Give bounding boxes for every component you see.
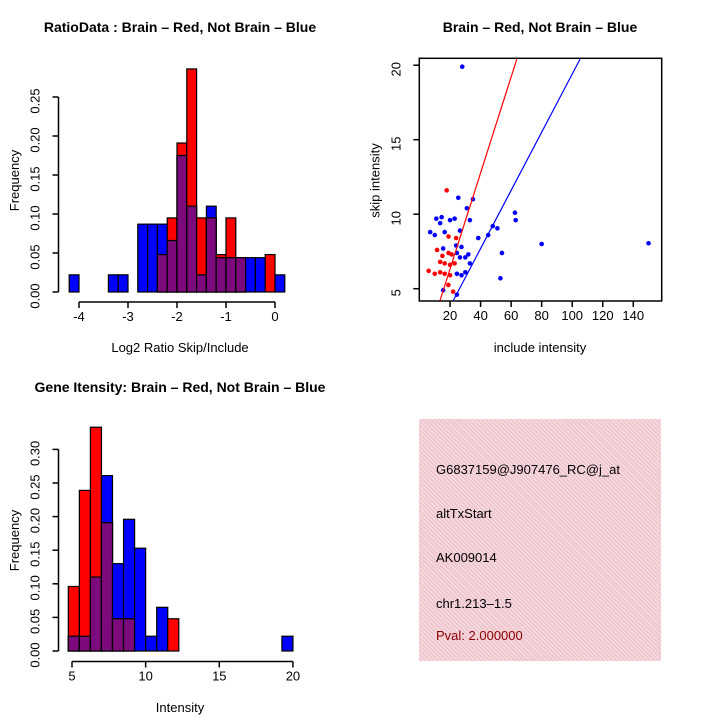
svg-text:0.25: 0.25 [27, 88, 43, 114]
intensity-scatter-plot [360, 0, 720, 360]
svg-text:-2: -2 [171, 309, 183, 324]
scatter-title: Brain – Red, Not Brain – Blue [442, 19, 638, 35]
panel-ratio-histogram [0, 0, 360, 360]
svg-text:0.00: 0.00 [27, 283, 43, 309]
scatter-ylabel [361, 0, 389, 360]
panel-intensity-scatter [360, 0, 720, 360]
scatter-ylabel-text: skip intensity [367, 142, 383, 218]
gene-info-event-type: altTxStart [436, 506, 492, 521]
svg-text:20: 20 [442, 308, 458, 323]
svg-text:100: 100 [561, 308, 584, 323]
svg-text:0.15: 0.15 [27, 541, 43, 567]
panel-gene-intensity-histogram [0, 360, 360, 720]
svg-text:15: 15 [212, 668, 227, 684]
gene-histogram-ylabel [1, 360, 29, 720]
ratio-histogram-xlabel: Log2 Ratio Skip/Include [111, 340, 249, 355]
gene-info-pvalue: Pval: 2.000000 [436, 628, 523, 643]
gene-info-probe-id: G6837159@J907476_RC@j_at [436, 462, 620, 477]
svg-text:-4: -4 [73, 309, 85, 324]
ratio-histogram-ylabel-text: Frequency [7, 149, 23, 211]
ratio-histogram-title: RatioData : Brain – Red, Not Brain – Blue [43, 19, 317, 35]
svg-text:0.10: 0.10 [27, 205, 43, 231]
svg-text:0.05: 0.05 [27, 608, 43, 635]
panel-gene-info [360, 360, 720, 720]
svg-text:80: 80 [534, 308, 549, 323]
gene-histogram-title: Gene Itensity: Brain – Red, Not Brain – Blue [34, 379, 326, 395]
scatter-xlabel: include intensity [493, 340, 587, 355]
svg-text:0: 0 [271, 309, 279, 324]
svg-text:10: 10 [388, 210, 404, 226]
gene-histogram-xlabel: Intensity [155, 700, 205, 715]
gene-info-background [419, 419, 661, 661]
gene-info-locus: chr1.213–1.5 [436, 596, 512, 611]
svg-text:0.10: 0.10 [27, 575, 43, 601]
svg-text:120: 120 [591, 308, 614, 323]
svg-text:0.20: 0.20 [27, 127, 43, 153]
svg-text:20: 20 [388, 61, 404, 77]
svg-text:0.20: 0.20 [27, 507, 43, 534]
svg-text:10: 10 [138, 668, 153, 684]
svg-text:0.25: 0.25 [27, 474, 43, 500]
gene-info-accession: AK009014 [436, 550, 497, 565]
ratio-histogram-ylabel [1, 0, 29, 360]
svg-text:60: 60 [503, 308, 519, 323]
ratio-histogram-plot [0, 0, 360, 360]
svg-text:0.30: 0.30 [27, 440, 43, 467]
svg-text:5: 5 [388, 289, 404, 297]
svg-text:5: 5 [68, 668, 76, 684]
svg-text:-1: -1 [220, 309, 232, 324]
svg-text:0.00: 0.00 [27, 642, 43, 668]
svg-text:0.15: 0.15 [27, 166, 43, 192]
svg-text:140: 140 [622, 308, 645, 323]
svg-text:15: 15 [388, 136, 404, 151]
svg-text:0.05: 0.05 [27, 244, 43, 270]
gene-histogram-ylabel-text: Frequency [7, 509, 23, 571]
svg-text:20: 20 [285, 668, 301, 684]
gene-intensity-histogram-plot [0, 360, 360, 720]
svg-text:-3: -3 [122, 309, 134, 324]
svg-text:40: 40 [473, 308, 488, 323]
